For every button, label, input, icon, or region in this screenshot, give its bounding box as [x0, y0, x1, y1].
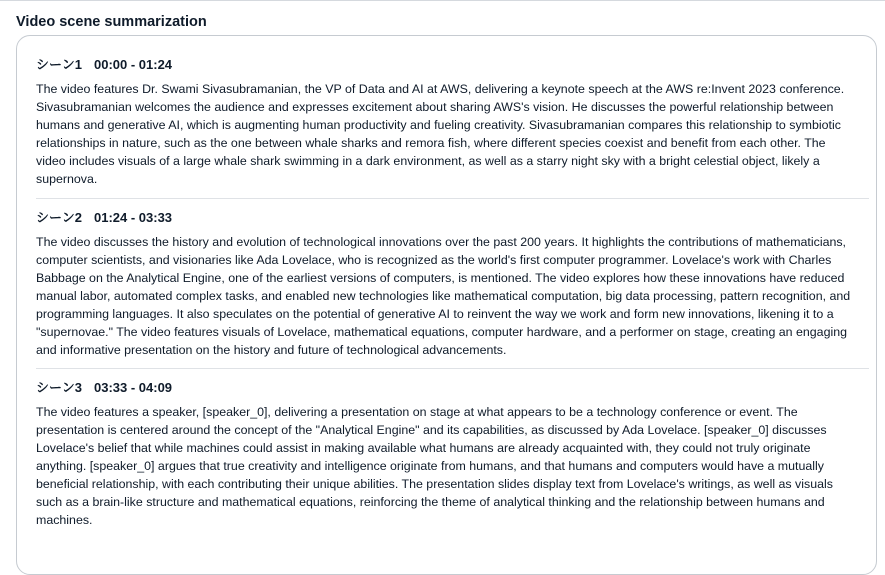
scene-summary: The video features a speaker, [speaker_0], delivering a presentation on stage at what appears to be a technology conference or event. The presentation is centered around the concept of the "Analytical Engine" and its capabilities, as discussed by Ada Lovelace. [speaker_0] discusses Lovelace's belief that while machines could assist in making available what humans are already acquainted with, they could not truly originate anything. [speaker_0] argues that true creativity and intelligence originate from humans, and that humans and computers would have a mutually beneficial relationship, with each contributing their unique abilities. The presentation slides display text from Lovelace's writings, as well as visuals such as a brain-like structure and mathematical equations, reinforcing the theme of analytical thinking and the relationship between humans and machines. — [36, 405, 833, 527]
scene-item — [36, 377, 854, 529]
scene-item — [36, 54, 854, 188]
scene-divider — [36, 368, 869, 369]
scene-summary-panel — [16, 35, 877, 575]
scene-header — [36, 207, 854, 226]
scene-label: シーン2 — [36, 210, 82, 225]
scene-label: シーン1 — [36, 57, 82, 72]
scene-time: 03:33 - 04:09 — [93, 380, 173, 395]
scene-item — [36, 207, 854, 359]
top-divider — [0, 0, 885, 1]
scene-header — [36, 377, 854, 396]
scene-summary: The video discusses the history and evolution of technological innovations over the past 200 years. It highlights the contributions of mathematicians, computer scientists, and visionaries like Ada Lovelace, who is recognized as the world's first computer programmer. Lovelace's work with Charles Babbage on the Analytical Engine, one of the earliest versions of computers, is mentioned. The video explores how these innovations have reduced manual labor, automated complex tasks, and enabled new technologies like mathematical computation, big data processing, pattern recognition, and programming languages. It also speculates on the potential of generative AI to reinvent the way we work and form new innovations, likening it to a "supernovae." The video features visuals of Lovelace, mathematical equations, computer hardware, and a performer on stage, creating an engaging and informative presentation on the history and future of technological advancements. — [36, 235, 851, 357]
scene-time: 01:24 - 03:33 — [93, 210, 173, 225]
scene-summary: The video features Dr. Swami Sivasubramanian, the VP of Data and AI at AWS, delivering a keynote speech at the AWS re:Invent 2023 conference. Sivasubramanian welcomes the audience and expresses excitement about sharing AWS's vision. He discusses the powerful relationship between humans and generative AI, which is augmenting human productivity and fueling creativity. Sivasubramanian compares this relationship to symbiotic relationships in nature, such as the one between whale sharks and remora fish, where different species coexist and benefit from each other. The video includes visuals of a large whale shark swimming in a dark environment, as well as a starry night sky with a bright celestial object, likely a supernova. — [36, 82, 845, 186]
scene-header — [36, 54, 854, 73]
section-title: Video scene summarization — [16, 14, 207, 30]
scene-divider — [36, 198, 869, 199]
scene-time: 00:00 - 01:24 — [93, 57, 173, 72]
scene-label: シーン3 — [36, 380, 82, 395]
